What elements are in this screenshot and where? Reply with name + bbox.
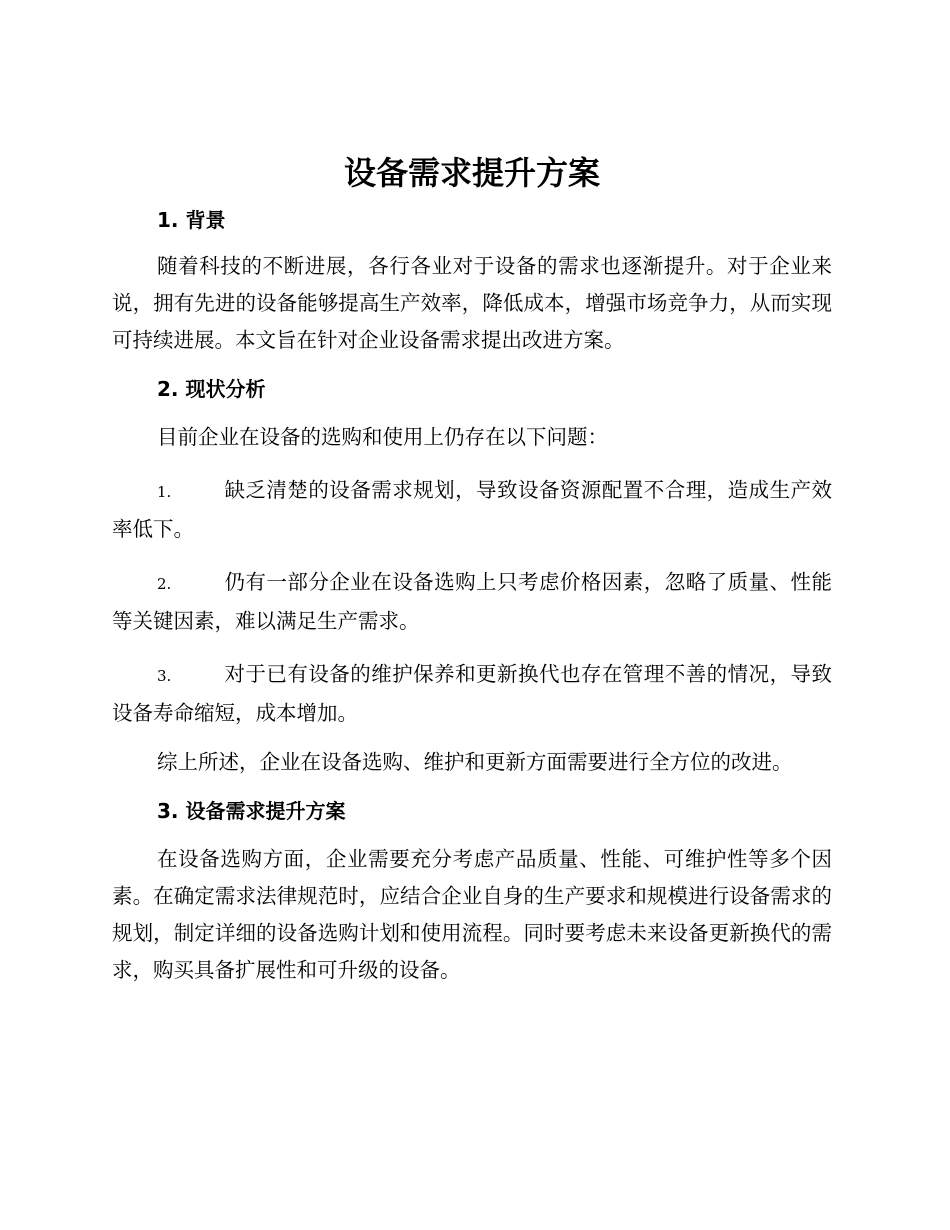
section-heading-improvement-plan: 3. 设备需求提升方案 — [157, 799, 346, 823]
list-item-number: 2. — [157, 575, 172, 593]
problem-list-item — [112, 656, 832, 732]
problem-list-item — [112, 472, 832, 548]
document-body — [112, 150, 832, 989]
background-paragraph: 随着科技的不断进展，各行各业对于设备的需求也逐渐提升。对于企业来说，拥有先进的设备能够提高生产效率，降低成本，增强市场竞争力，从而实现可持续进展。本文旨在针对企业设备需求提出改进方案。 — [112, 254, 832, 352]
status-intro-paragraph: 目前企业在设备的选购和使用上仍存在以下问题： — [157, 425, 608, 449]
problem-list-item — [112, 564, 832, 640]
list-item-number: 3. — [157, 667, 172, 685]
section-heading-background: 1. 背景 — [157, 208, 226, 232]
list-item-text: 仍有一部分企业在设备选购上只考虑价格因素，忽略了质量、性能等关键因素，难以满足生产需求。 — [112, 570, 832, 633]
improvement-plan-paragraph: 在设备选购方面，企业需要充分考虑产品质量、性能、可维护性等多个因素。在确定需求法律规范时，应结合企业自身的生产要求和规模进行设备需求的规划，制定详细的设备选购计划和使用流程。同时要考虑未来设备更新换代的需求，购买具备扩展性和可升级的设备。 — [112, 847, 832, 982]
list-item-text: 对于已有设备的维护保养和更新换代也存在管理不善的情况，导致设备寿命缩短，成本增加。 — [112, 662, 832, 725]
list-item-number: 1. — [157, 483, 172, 501]
document-title: 设备需求提升方案 — [343, 154, 600, 192]
section-heading-status-analysis: 2. 现状分析 — [157, 377, 266, 401]
list-item-text: 缺乏清楚的设备需求规划，导致设备资源配置不合理，造成生产效率低下。 — [112, 478, 832, 541]
status-summary-paragraph: 综上所述，企业在设备选购、维护和更新方面需要进行全方位的改进。 — [157, 750, 793, 774]
